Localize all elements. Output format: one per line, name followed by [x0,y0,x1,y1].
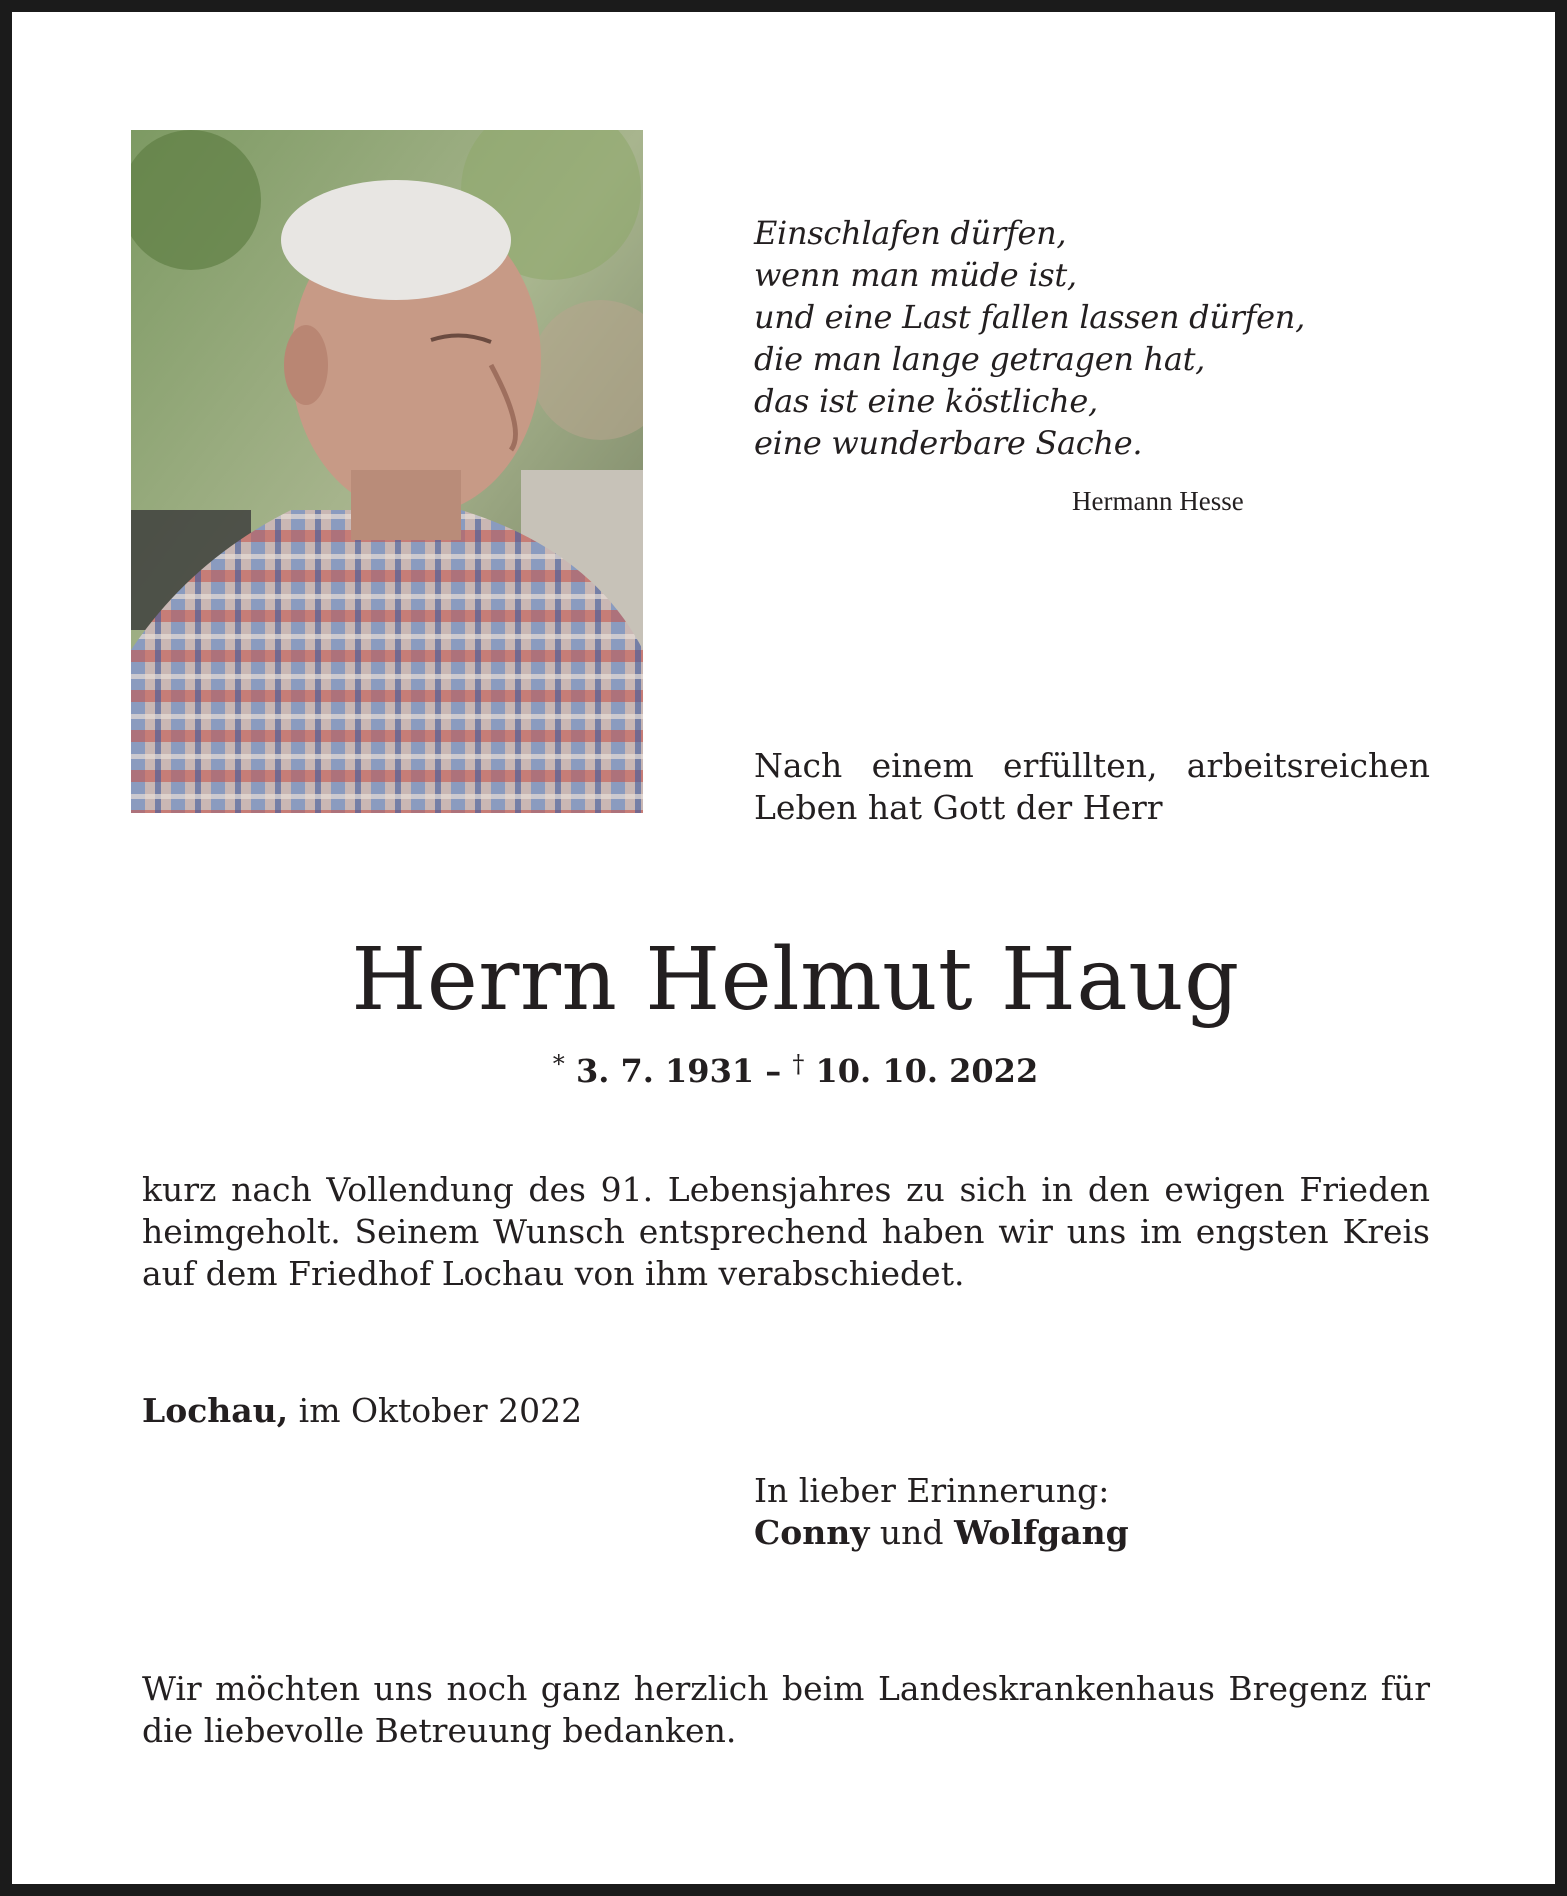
place-city: Lochau, [142,1391,289,1430]
body-text: kurz nach Vollendung des 91. Lebensjahres zu sich in den ewigen Frieden heimgeholt. Seinem Wunsch entsprechend haben wir uns im engsten Kreis auf dem Friedhof Lochau von ihm verabschiedet. [142,1170,1430,1293]
deceased-name: Herrn Helmut Haug [351,930,1240,1030]
place-date [142,1390,582,1432]
mourners [754,1512,1129,1554]
death-date: 10. 10. 2022 [815,1052,1039,1090]
poem-line: das ist eine köstliche, [754,382,1098,420]
thanks-text: Wir möchten uns noch ganz herzlich beim Landeskrankenhaus Bregenz für die liebevolle Betreuung bedanken. [142,1669,1430,1750]
poem-author: Hermann Hesse [1072,486,1244,516]
poem-line: wenn man müde ist, [754,256,1077,294]
birth-symbol: * [552,1050,565,1078]
poem-line: die man lange getragen hat, [754,340,1206,378]
death-symbol: † [792,1050,805,1078]
portrait-photo-icon [131,130,643,813]
mourner-name: Conny [754,1513,870,1552]
memory-heading: In lieber Erinnerung: [754,1471,1110,1510]
date-separator: – [754,1052,793,1090]
poem [754,212,1374,464]
intro-text: Nach einem erfüllten, arbeitsreichen Leben hat Gott der Herr [754,746,1430,827]
birth-date: 3. 7. 1931 [575,1052,755,1090]
place-date-text: im Oktober 2022 [288,1391,583,1430]
life-dates [12,1044,1567,1091]
poem-line: und eine Last fallen lassen dürfen, [754,298,1305,336]
poem-line: Einschlafen dürfen, [754,214,1067,252]
mourner-name: Wolfgang [954,1513,1129,1552]
poem-line: eine wunderbare Sache. [754,424,1143,462]
memory-block [754,1470,1129,1554]
mourner-joiner: und [869,1513,955,1552]
